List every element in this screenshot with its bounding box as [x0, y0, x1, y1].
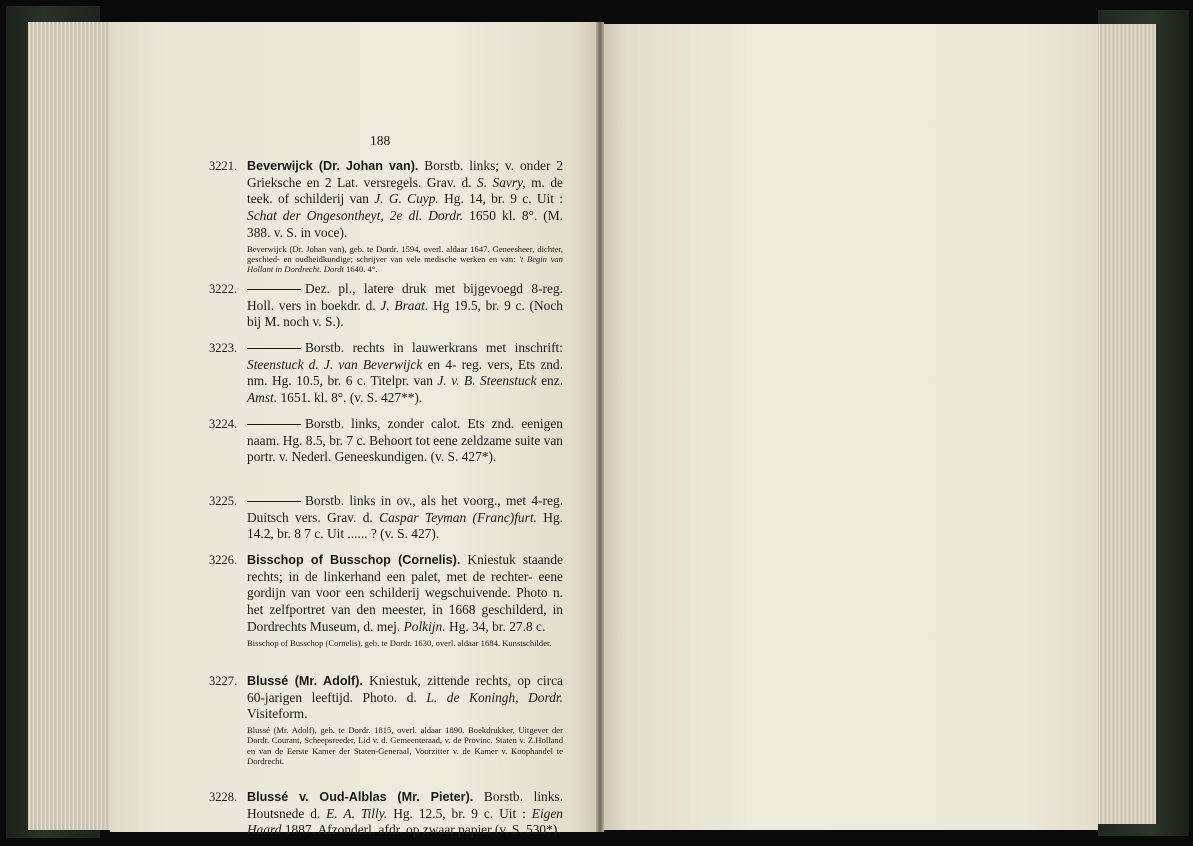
entry-italic: Schat der Ongesontheyt, 2e dl. Dordr.	[247, 208, 464, 224]
entry-text: Hg. 14, br. 9 c. Uit :	[438, 191, 564, 207]
entry-italic: J. Braat.	[380, 297, 429, 313]
entry-text: m. de teek. of schilderij van	[247, 174, 563, 207]
entry-italic: Polkijn.	[403, 618, 446, 634]
entry-text: enz.	[536, 373, 564, 389]
entry-heading: Beverwijck (Dr. Johan van).	[247, 159, 419, 173]
entry-text: Visiteform.	[247, 706, 308, 722]
catalogue-entry-3227	[209, 673, 563, 766]
catalogue-entry-3223	[209, 340, 564, 407]
page-edges-right	[1090, 24, 1156, 824]
entry-text: Borstb. links. Houtsnede d.	[247, 789, 563, 821]
entry-text: 1651. kl. 8°. (v. S. 427**).	[277, 390, 423, 406]
entry-text: Kniestuk, zittende rechts, op circa 60-jarigen leeftijd. Photo. d.	[247, 673, 563, 705]
entry-italic: S. Savry,	[477, 174, 526, 190]
note-text: Beverwijck (Dr. Johan van), geb. te Dordr. 1594, overl. aldaar 1647. Geneesheer, dichter, geschied- en oudheidkundige; schrijver van vele medische werken en van:	[247, 243, 563, 264]
entry-number: 3222.	[209, 282, 238, 296]
entry-number: 3221.	[209, 159, 238, 173]
entry-text: Dez. pl., latere druk met bijgevoegd 8-reg. Holl. vers in boekdr. d.	[247, 281, 563, 313]
entry-text: 1887. Afzonderl. afdr. op zwaar papier (v. S. 530*).	[281, 822, 561, 838]
entry-text: 1650 kl. 8°. (M. 388. v. S. in voce).	[247, 208, 563, 240]
catalogue-entry-3226	[209, 552, 563, 648]
entry-heading: Blussé (Mr. Adolf).	[247, 674, 363, 688]
entry-italic: J. G. Cuyp.	[374, 191, 439, 207]
catalogue-entry-3222	[209, 281, 563, 331]
ditto-dash	[247, 424, 301, 425]
entry-number: 3223.	[209, 341, 238, 355]
catalogue-entry-3225	[209, 493, 564, 543]
entry-text: Hg. 12.5, br. 9 c. Uit :	[387, 805, 532, 821]
entry-text: Borstb. rechts in lauwerkrans met inschrift:	[305, 340, 563, 355]
catalogue-entry-3228	[209, 789, 563, 839]
entry-italic: Eigen Haard	[247, 805, 563, 838]
entry-heading: Bisschop of Busschop (Cornelis).	[247, 553, 461, 567]
note-italic: 't Begin van Hollant in Dordrecht. Dordt	[247, 253, 563, 274]
biographical-note: Blussé (Mr. Adolf), geb. te Dordr. 1815, overl. aldaar 1890. Boekdrukker, Uitgever der Dordr. Courant, Scheepsreeder, Lid v. d. Gemeenteraad, v. de Provinc. Staten v. Z.Holland en van de Eerste Kamer der Staten-Generaal, Voorzitter v. de Kamer v. Koophandel te Dordrecht.	[247, 725, 563, 766]
entry-text: Hg. 14.2, br. 8 7 c. Uit ...... ? (v. S. 427).	[247, 509, 564, 542]
entry-italic: J. v. B. Steenstuck	[437, 373, 537, 389]
entry-text: Borstb. links in ov., als het voorg., met 4-reg. Duitsch vers. Grav. d.	[247, 493, 563, 525]
entry-text: Borstb. links; v. onder 2 Grieksche en 2 Lat. versregels. Grav. d.	[247, 158, 564, 190]
entry-text: en 4- reg. vers, Ets znd. nm. Hg. 10.5, br. 6 c. Titelpr. van	[247, 356, 563, 389]
page-number: 188	[370, 133, 391, 148]
entry-italic: Amst.	[247, 390, 278, 406]
catalogue-entry-3221	[209, 158, 564, 274]
entry-number: 3225.	[209, 494, 238, 508]
ditto-dash	[247, 348, 301, 349]
entry-italic: E. A. Tilly.	[326, 805, 388, 821]
note-text: 1640. 4°.	[343, 263, 378, 274]
page-edges-left	[28, 22, 120, 830]
entry-number: 3226.	[209, 553, 238, 567]
entry-italic: L. de Koningh, Dordr.	[426, 689, 563, 705]
entry-text: Borstb. links, zonder calot. Ets znd. eenigen naam. Hg. 8.5, br. 7 c. Behoort tot eene zeldzame suite van portr. v. Nederl. Geneeskundigen. (v. S. 427*).	[247, 416, 563, 465]
biographical-note: Bisschop of Busschop (Cornelis), geb. te Dordr. 1630, overl. aldaar 1684. Kunstschilder.	[247, 637, 552, 648]
entry-number: 3227.	[209, 674, 238, 688]
book-gutter	[596, 22, 604, 832]
entry-heading: Blussé v. Oud-Alblas (Mr. Pieter).	[247, 790, 474, 804]
ditto-dash	[247, 501, 301, 502]
ditto-dash	[247, 289, 301, 290]
entry-italic: Caspar Teyman (Franc)furt.	[379, 509, 537, 525]
catalogue-entry-3224	[209, 416, 563, 466]
biographical-note	[247, 244, 563, 275]
right-page-blank	[602, 24, 1098, 830]
entry-number: 3224.	[209, 417, 238, 431]
entry-text: Kniestuk staande rechts; in de linkerhand een palet, met de rechter- eene gordijn van voor een schilderij wegschuivende. Photo n. het zelfportret van den meester, in 1668 geschilderd, in Dordrechts Museum, d. mej.	[247, 552, 563, 634]
entry-italic: Steenstuck d. J. van Beverwijck	[247, 356, 423, 372]
entry-text: Hg 19.5, br. 9 c. (Noch bij M. noch v. S.).	[247, 297, 563, 330]
entry-number: 3228.	[209, 790, 238, 804]
entry-text: Hg. 34, br. 27.8 c.	[445, 618, 546, 634]
